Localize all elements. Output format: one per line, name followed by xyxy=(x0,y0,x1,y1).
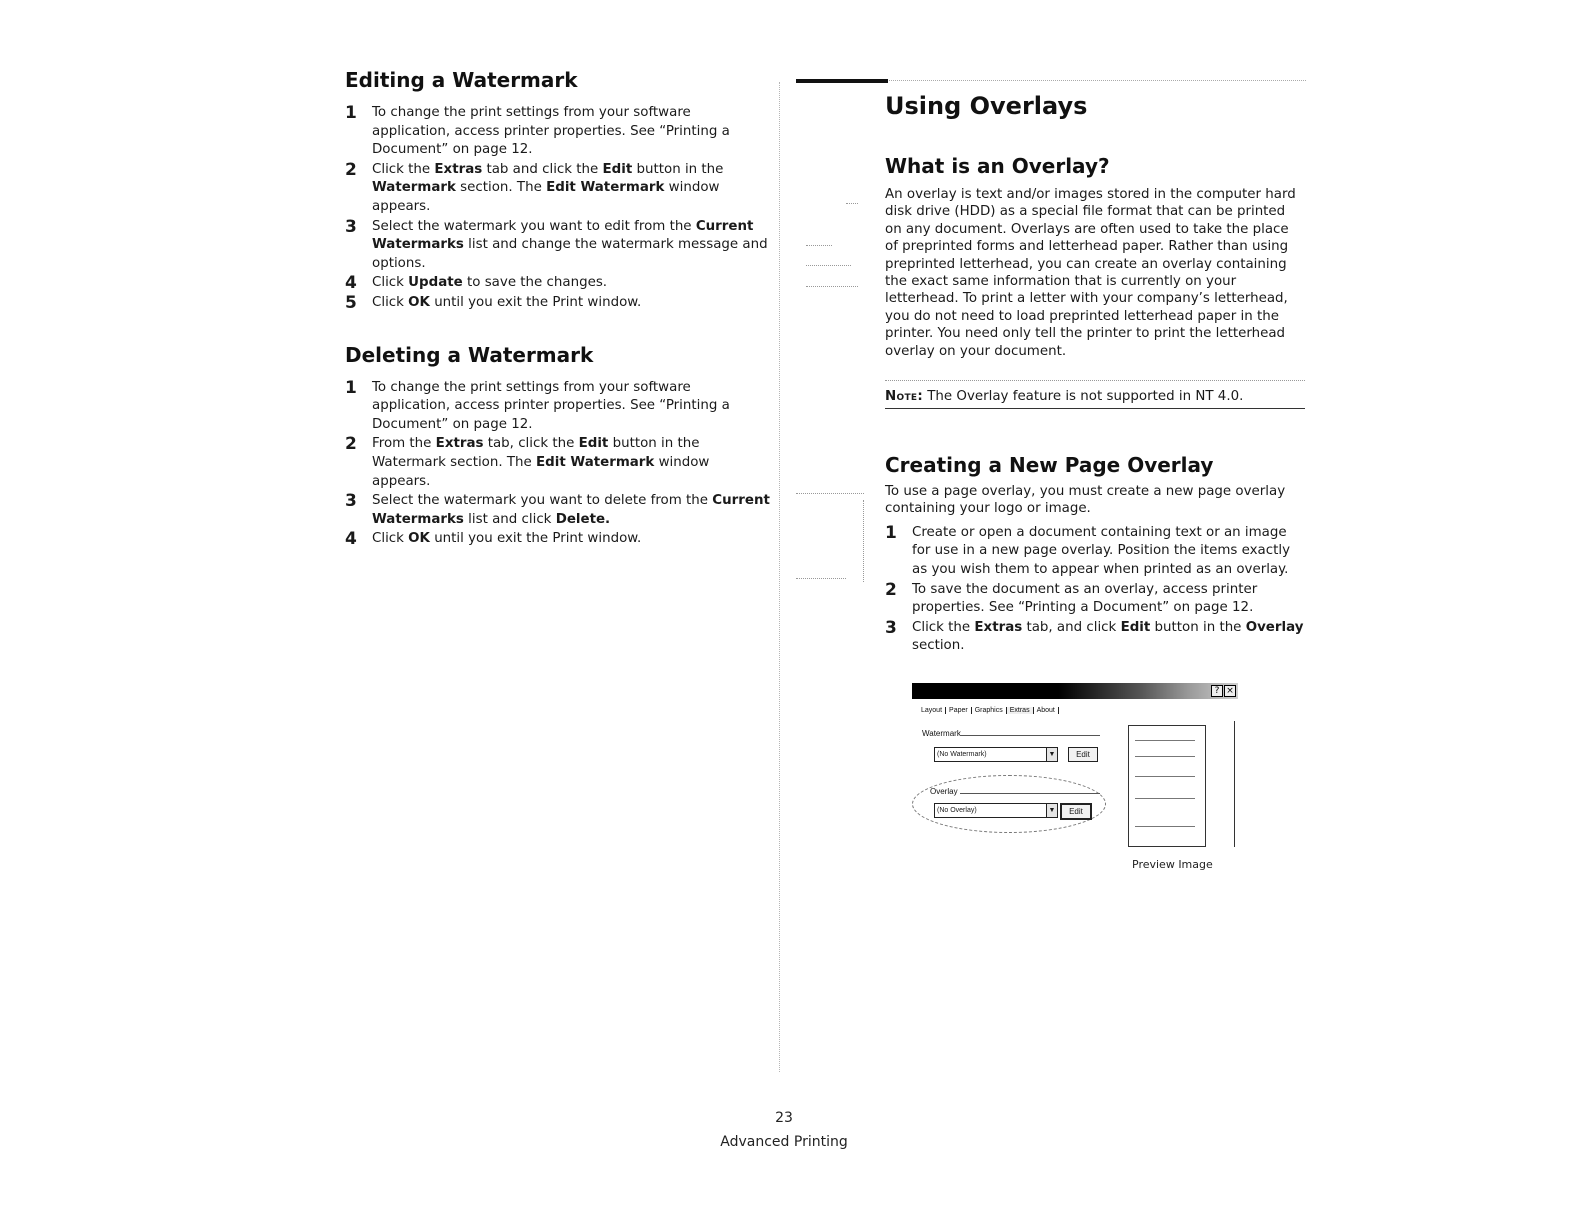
step-item xyxy=(345,492,770,529)
step-item xyxy=(345,435,770,491)
dialog-titlebar xyxy=(912,683,1238,699)
overlay-edit-button[interactable]: Edit xyxy=(1060,803,1092,820)
preview-frame-edge xyxy=(1234,721,1235,847)
preview-image-caption: Preview Image xyxy=(1132,858,1213,871)
step-number: 1 xyxy=(345,377,357,398)
step-emphasis: Current Watermarks xyxy=(372,493,770,527)
step-item xyxy=(345,294,770,313)
margin-mark xyxy=(796,578,846,579)
help-button[interactable]: ? xyxy=(1211,685,1223,697)
chevron-down-icon: ▼ xyxy=(1046,804,1057,817)
section-top-rule-accent xyxy=(796,79,888,83)
step-number: 1 xyxy=(345,103,357,123)
what-is-overlay-heading: What is an Overlay? xyxy=(885,154,1110,178)
margin-mark xyxy=(806,265,851,266)
watermark-group-line xyxy=(960,735,1100,736)
step-number: 2 xyxy=(345,434,357,455)
what-is-overlay-body: An overlay is text and/or images stored in the computer hard disk drive (HDD) as a special file format that can be printed on any document. Overlays are often used to take the place of preprinted forms and letterhead paper. Rather than using preprinted letterhead, you can create an overlay containing the exact same information that is currently on your letterhead. To print a letter with your company’s letterhead, you do not need to load preprinted letterhead paper in the printer. You need only tell the printer to print the letterhead overlay on your document. xyxy=(885,187,1296,359)
step-item xyxy=(345,218,770,274)
preview-line xyxy=(1135,756,1195,757)
deleting-watermark-section xyxy=(345,343,770,549)
preview-page xyxy=(1128,725,1206,847)
step-text: tab, click the xyxy=(483,436,579,452)
margin-mark xyxy=(806,245,832,246)
step-item xyxy=(885,581,1305,618)
note-text: The Overlay feature is not supported in NT 4.0. xyxy=(923,389,1244,405)
preview-line xyxy=(1135,740,1195,741)
step-emphasis: Overlay xyxy=(1245,619,1304,635)
step-text: Select the watermark you want to delete from the xyxy=(372,493,713,509)
dialog-tabs xyxy=(918,707,1059,714)
step-item xyxy=(345,161,770,217)
step-text: Click xyxy=(372,294,409,310)
step-text: list and change the watermark message and options. xyxy=(372,237,768,271)
page-number: 23 xyxy=(775,1110,793,1126)
titlebar-buttons xyxy=(1210,685,1236,697)
deleting-steps-list xyxy=(345,379,770,549)
step-text: until you exit the Print window. xyxy=(429,294,642,310)
editing-steps-list xyxy=(345,104,770,313)
step-text: tab and click the xyxy=(482,161,603,177)
step-text: Click xyxy=(372,531,409,547)
editing-watermark-heading: Editing a Watermark xyxy=(345,68,578,92)
overlay-group-line xyxy=(960,793,1100,794)
deleting-watermark-heading: Deleting a Watermark xyxy=(345,342,594,367)
creating-overlay-intro: To use a page overlay, you must create a new page overlay containing your logo or image. xyxy=(885,484,1286,517)
step-number: 5 xyxy=(345,292,357,313)
step-number: 3 xyxy=(345,216,357,237)
step-text: To change the print settings from your software application, access printer properties. See “Printing a Document” on page 12. xyxy=(372,379,730,432)
using-overlays-title: Using Overlays xyxy=(885,92,1088,120)
step-emphasis: Edit Watermark xyxy=(536,454,655,470)
step-emphasis: Delete. xyxy=(555,511,611,527)
step-text: button in the Watermark section. The xyxy=(372,436,700,470)
watermark-combo-value: (No Watermark) xyxy=(937,751,987,758)
margin-mark xyxy=(796,493,864,494)
step-text: button in the xyxy=(1150,619,1246,635)
chevron-down-icon: ▼ xyxy=(1046,748,1057,761)
step-emphasis: Extras xyxy=(435,436,484,452)
tab-paper[interactable]: Paper xyxy=(946,707,972,714)
step-text: to save the changes. xyxy=(462,275,608,291)
step-text: Create or open a document containing text or an image for use in a new page overlay. Position the items exactly as you wish them to appear when printed as an overlay. xyxy=(912,524,1291,578)
tab-layout[interactable]: Layout xyxy=(918,707,946,714)
tab-extras[interactable]: Extras xyxy=(1007,707,1034,714)
step-item xyxy=(345,530,770,549)
step-text: list and click xyxy=(463,511,556,527)
right-column xyxy=(885,78,1305,657)
tab-about[interactable]: About xyxy=(1034,707,1059,714)
step-emphasis: OK xyxy=(408,531,430,547)
step-number: 2 xyxy=(885,579,897,600)
step-number: 3 xyxy=(885,617,897,638)
step-text: window appears. xyxy=(372,454,710,489)
overlay-combo-value: (No Overlay) xyxy=(937,807,977,814)
step-number: 4 xyxy=(345,529,357,550)
tab-graphics[interactable]: Graphics xyxy=(972,707,1007,714)
step-item xyxy=(885,524,1305,580)
watermark-group-label: Watermark xyxy=(922,729,961,738)
margin-mark xyxy=(806,286,858,287)
margin-mark xyxy=(846,203,858,204)
step-text: section. The xyxy=(455,180,547,196)
preview-line xyxy=(1135,776,1195,777)
step-emphasis: Edit xyxy=(578,436,609,452)
step-text: Click xyxy=(372,275,409,291)
column-divider xyxy=(779,82,780,1072)
creating-overlay-heading: Creating a New Page Overlay xyxy=(885,453,1214,478)
step-emphasis: Extras xyxy=(434,161,483,177)
note-label: Note: xyxy=(885,389,923,405)
step-text: tab, and click xyxy=(1022,619,1121,635)
step-emphasis: Edit xyxy=(602,161,633,177)
step-item xyxy=(345,274,770,293)
preview-line xyxy=(1135,798,1195,799)
close-button[interactable]: × xyxy=(1224,685,1236,697)
step-text: section. xyxy=(912,638,965,654)
step-item xyxy=(345,379,770,435)
step-number: 2 xyxy=(345,159,357,180)
note-box xyxy=(885,380,1305,409)
step-text: window appears. xyxy=(372,180,720,214)
step-emphasis: Update xyxy=(408,275,463,291)
step-emphasis: Edit Watermark xyxy=(546,180,665,196)
step-text: Click the xyxy=(372,161,435,177)
watermark-edit-button[interactable]: Edit xyxy=(1068,747,1098,762)
margin-mark xyxy=(863,500,864,582)
step-text: Click the xyxy=(912,619,975,635)
step-text: To save the document as an overlay, access printer properties. See “Printing a Document” on page 12. xyxy=(912,581,1258,616)
overlay-combo[interactable] xyxy=(934,803,1058,818)
watermark-combo[interactable] xyxy=(934,747,1058,762)
creating-steps-list xyxy=(885,524,1305,656)
step-text: button in the xyxy=(632,161,724,177)
overlay-dialog-figure xyxy=(910,683,1240,883)
overlay-group-label: Overlay xyxy=(930,787,958,796)
step-emphasis: Watermark xyxy=(372,180,456,196)
step-emphasis: Current Watermarks xyxy=(372,218,754,253)
step-number: 3 xyxy=(345,491,357,512)
step-number: 4 xyxy=(345,273,357,294)
step-text: From the xyxy=(372,436,436,452)
step-text: Select the watermark you want to edit from the xyxy=(372,218,696,234)
preview-line xyxy=(1135,826,1195,827)
step-emphasis: Extras xyxy=(974,619,1023,635)
step-item xyxy=(885,619,1305,656)
step-number: 1 xyxy=(885,522,897,543)
step-text: To change the print settings from your software application, access printer properties. See “Printing a Document” on page 12. xyxy=(372,105,730,158)
left-column xyxy=(345,68,770,550)
editing-watermark-section xyxy=(345,68,770,313)
step-emphasis: OK xyxy=(408,294,430,310)
step-item xyxy=(345,104,770,160)
step-text: until you exit the Print window. xyxy=(429,531,642,547)
step-emphasis: Edit xyxy=(1120,619,1151,635)
chapter-title: Advanced Printing xyxy=(720,1134,848,1150)
